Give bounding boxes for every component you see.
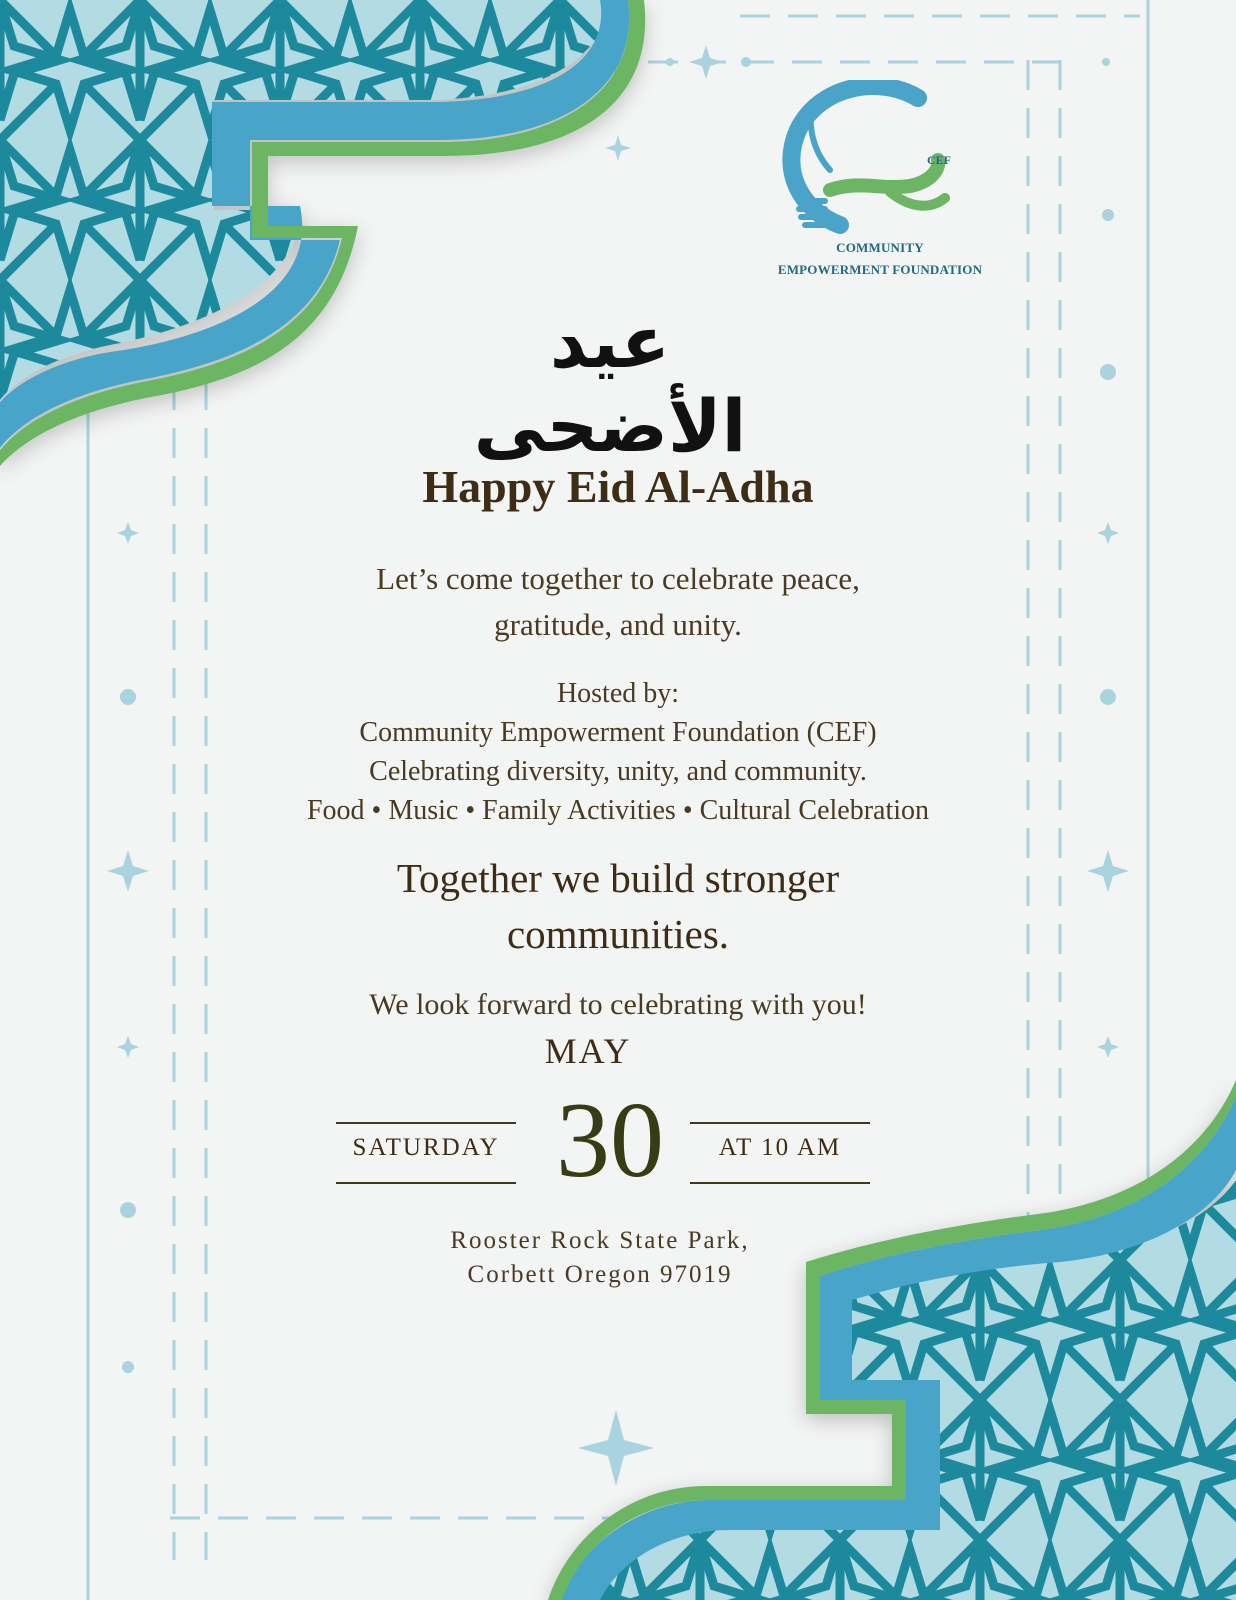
slogan-line-2: communities. xyxy=(506,911,730,957)
rule-right-top xyxy=(690,1122,870,1124)
arabic-calligraphy: عيد الأضحى xyxy=(473,300,747,468)
host-tagline: Celebrating diversity, unity, and community. xyxy=(369,756,867,787)
host-activities: Food • Music • Family Activities • Cultural Celebration xyxy=(306,795,930,826)
logo-tag: CEF xyxy=(927,153,951,167)
intro-line-2: gratitude, and unity. xyxy=(494,607,742,642)
logo-emblem xyxy=(760,80,1000,240)
intro-text xyxy=(0,556,1236,648)
intro-line-1: Let’s come together to celebrate peace, xyxy=(376,561,860,596)
rule-right-bottom xyxy=(690,1182,870,1184)
event-month: MAY xyxy=(544,1031,632,1071)
event-time: AT 10 AM xyxy=(718,1134,842,1161)
cef-logo xyxy=(760,80,1000,290)
venue-address xyxy=(0,1224,1218,1292)
rule-left-bottom xyxy=(336,1182,516,1184)
venue-line-1: Rooster Rock State Park, xyxy=(450,1227,750,1254)
event-day: 30 xyxy=(556,1081,664,1200)
rule-left-top xyxy=(336,1122,516,1124)
slogan xyxy=(0,850,1236,962)
slogan-line-1: Together we build stronger xyxy=(396,855,840,901)
host-name: Community Empowerment Foundation (CEF) xyxy=(359,717,877,748)
host-label: Hosted by: xyxy=(556,678,680,709)
logo-line-2: EMPOWERMENT FOUNDATION xyxy=(777,262,983,277)
event-weekday: SATURDAY xyxy=(352,1134,500,1161)
page-title: Happy Eid Al-Adha xyxy=(422,461,814,512)
venue-line-2: Corbett Oregon 97019 xyxy=(467,1261,733,1288)
logo-line-1: COMMUNITY xyxy=(836,240,924,255)
closing-text: We look forward to celebrating with you! xyxy=(369,988,867,1021)
host-block xyxy=(0,674,1236,830)
